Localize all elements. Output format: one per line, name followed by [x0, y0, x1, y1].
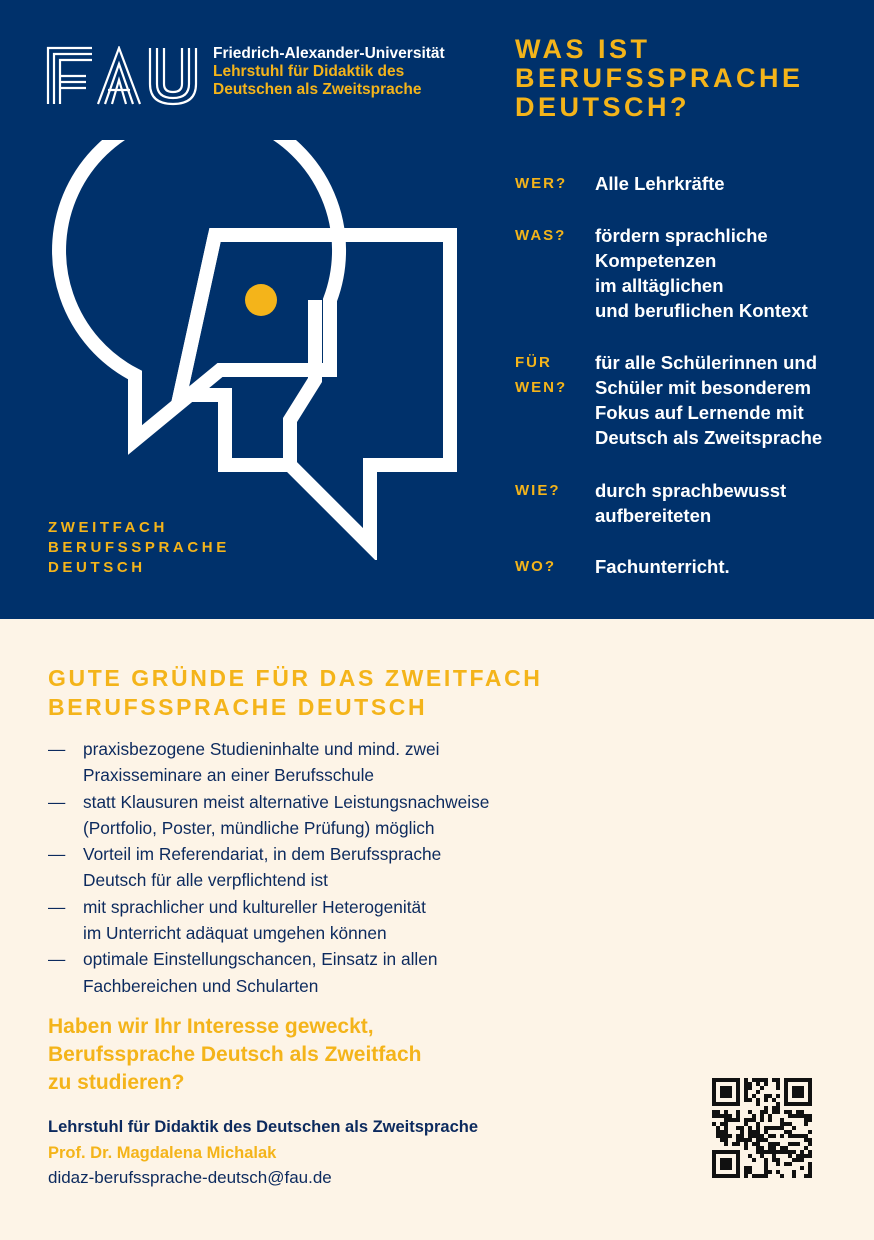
- reasons-title: GUTE GRÜNDE FÜR DAS ZWEITFACH BERUFSSPRACHE DEUTSCH: [48, 665, 543, 720]
- qa-question: FÜR WEN?: [515, 354, 568, 396]
- reason-text: Vorteil im Referendariat, in dem Berufssprache Deutsch für alle verpflichtend ist: [83, 844, 442, 891]
- contact-chair: Lehrstuhl für Didaktik des Deutschen als Zweitsprache: [48, 1118, 479, 1136]
- qa-question: WAS?: [515, 227, 567, 244]
- fau-logo-icon: [46, 46, 202, 106]
- list-item: [48, 841, 568, 894]
- headline-line1: WAS IST: [515, 34, 651, 64]
- logo-text: [213, 45, 445, 99]
- headline-line2: BERUFSSPRACHE: [515, 63, 804, 93]
- contact-email-link[interactable]: didaz-berufssprache-deutsch@fau.de: [48, 1168, 332, 1187]
- top-section: [0, 0, 874, 619]
- headline-line3: DEUTSCH?: [515, 92, 690, 122]
- dash-bullet: —: [48, 896, 66, 917]
- reason-text: praxisbezogene Studieninhalte und mind. zwei Praxisseminare an einer Berufsschule: [83, 739, 440, 786]
- qr-code-icon[interactable]: [712, 1078, 812, 1178]
- qa-question: WIE?: [515, 482, 561, 499]
- eye-dot-icon: [245, 284, 277, 316]
- qa-question: WO?: [515, 558, 556, 575]
- interest-question: Haben wir Ihr Interesse geweckt, Berufssprache Deutsch als Zweitfach zu studieren?: [48, 1015, 422, 1094]
- speech-bubbles-head-icon: [40, 140, 480, 560]
- subtitle-berufssprache: BERUFSSPRACHE: [48, 539, 230, 556]
- qa-answer: Alle Lehrkräfte: [595, 173, 725, 194]
- qa-answer: fördern sprachliche Kompetenzen im alltäglichen und beruflichen Kontext: [595, 225, 808, 321]
- qa-answer: durch sprachbewusst aufbereiteten: [595, 480, 787, 526]
- chair-name-line2: Deutschen als Zweitsprache: [213, 81, 422, 98]
- reasons-list: [48, 736, 568, 999]
- dash-bullet: —: [48, 949, 66, 970]
- list-item: [48, 736, 568, 789]
- qa-answer: für alle Schülerinnen und Schüler mit besonderem Fokus auf Lernende mit Deutsch als Zweitsprache: [595, 352, 823, 448]
- dash-bullet: —: [48, 739, 66, 759]
- list-item: [48, 946, 568, 999]
- list-item: [48, 894, 568, 947]
- reason-text: statt Klausuren meist alternative Leistungsnachweise (Portfolio, Poster, mündliche Prüfung) möglich: [83, 791, 490, 838]
- dash-bullet: —: [48, 844, 66, 865]
- main-headline: [515, 35, 804, 122]
- chair-name-line1: Lehrstuhl für Didaktik des: [213, 63, 405, 80]
- qa-answer: Fachunterricht.: [595, 556, 730, 577]
- subtitle-zweitfach: ZWEITFACH: [48, 519, 168, 536]
- dash-bullet: —: [48, 791, 66, 812]
- university-name: Friedrich-Alexander-Universität: [213, 45, 445, 62]
- reason-text: mit sprachlicher und kultureller Heterogenität im Unterricht adäquat umgehen können: [83, 896, 426, 944]
- reason-text: optimale Einstellungschancen, Einsatz in allen Fachbereichen und Schularten: [83, 949, 438, 996]
- contact-professor: Prof. Dr. Magdalena Michalak: [48, 1144, 277, 1162]
- qa-question: WER?: [515, 175, 568, 192]
- list-item: [48, 789, 568, 842]
- emblem-subtitle: [48, 518, 230, 578]
- subtitle-deutsch: DEUTSCH: [48, 559, 146, 576]
